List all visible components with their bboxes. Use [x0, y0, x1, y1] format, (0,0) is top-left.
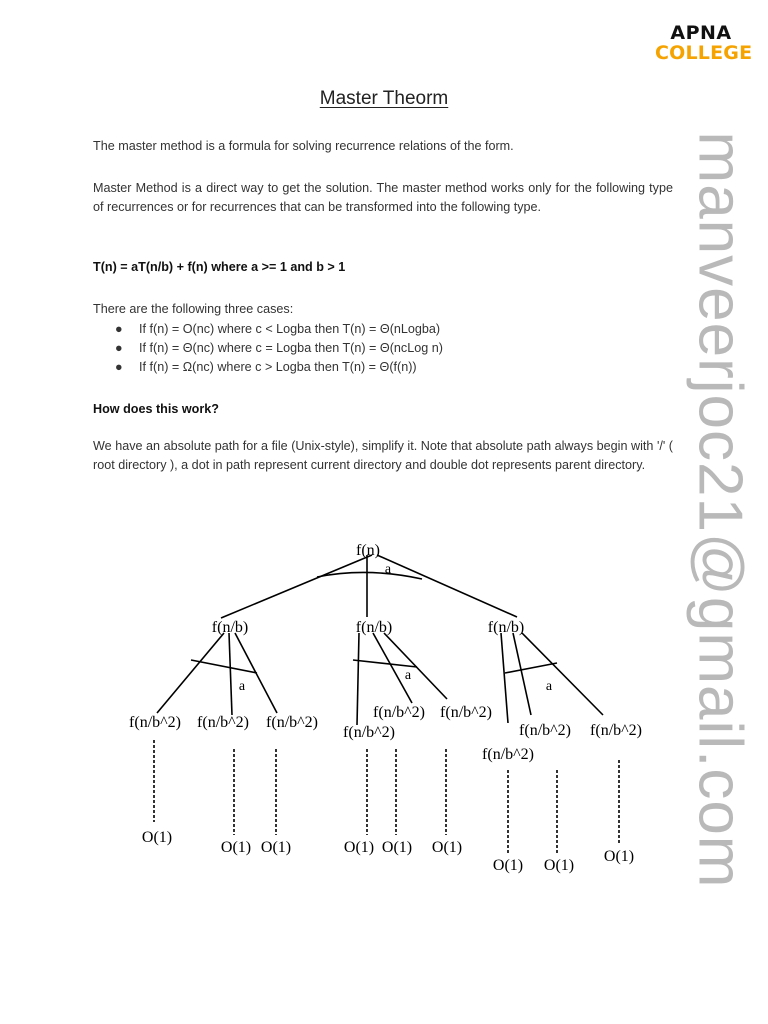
tree-level2-node: f(n/b^2) — [590, 722, 642, 739]
bullet-icon: ● — [115, 322, 123, 336]
tree-level2-node: f(n/b^2) — [373, 704, 425, 721]
intro-paragraph: The master method is a formula for solving recurrence relations of the form. — [93, 139, 514, 153]
tree-branch-label: a — [404, 668, 412, 683]
tree-level2-node: f(n/b^2) — [440, 704, 492, 721]
list-item — [93, 320, 443, 339]
logo-line-apna: APNA — [670, 22, 732, 44]
tree-leaf-node: O(1) — [603, 848, 635, 865]
tree-leaf-node: O(1) — [381, 839, 413, 856]
case-text: If f(n) = O(nc) where c < Logba then T(n) = Θ(nLogba) — [139, 322, 441, 336]
case-text: If f(n) = Ω(nc) where c > Logba then T(n) = Θ(f(n)) — [139, 360, 417, 374]
tree-leaf-node: O(1) — [492, 857, 524, 874]
tree-level1-node: f(n/b) — [487, 619, 525, 636]
email-watermark: manveerjoc21@gmail.com — [685, 131, 755, 889]
case-text: If f(n) = Θ(nc) where c = Logba then T(n) = Θ(ncLog n) — [139, 341, 443, 355]
bullet-icon: ● — [115, 341, 123, 355]
logo-line-college: COLLEGE — [655, 42, 753, 64]
tree-leaf-node: O(1) — [431, 839, 463, 856]
tree-level2-node: f(n/b^2) — [266, 714, 318, 731]
recurrence-formula: T(n) = aT(n/b) + f(n) where a >= 1 and b > 1 — [93, 260, 346, 274]
tree-branch-label: a — [545, 679, 553, 694]
tree-root-label: f(n) — [356, 542, 380, 559]
list-item — [93, 358, 443, 377]
tree-leaf-node: O(1) — [141, 829, 173, 846]
apna-college-logo — [655, 22, 753, 64]
tree-leaf-node: O(1) — [343, 839, 375, 856]
tree-leaf-node: O(1) — [220, 839, 252, 856]
tree-level2-node: f(n/b^2) — [343, 724, 395, 741]
tree-branch-label: a — [384, 562, 392, 577]
tree-dashed-edges — [154, 740, 619, 855]
bullet-icon: ● — [115, 360, 123, 374]
page-title: Master Theorm — [319, 88, 449, 109]
tree-branch-label: a — [238, 679, 246, 694]
tree-edges — [157, 555, 603, 725]
tree-level2-node: f(n/b^2) — [519, 722, 571, 739]
tree-level2-node: f(n/b^2) — [482, 746, 534, 763]
tree-level1-node: f(n/b) — [355, 619, 393, 636]
tree-level2-node: f(n/b^2) — [129, 714, 181, 731]
cases-intro: There are the following three cases: — [93, 302, 294, 316]
tree-level1-node: f(n/b) — [211, 619, 249, 636]
method-paragraph: Master Method is a direct way to get the solution. The master method works only for the following type of recurrences or for recurrences that can be transformed into the following type. — [93, 181, 673, 214]
tree-leaf-node: O(1) — [543, 857, 575, 874]
list-item — [93, 339, 443, 358]
cases-list — [93, 320, 443, 377]
how-paragraph: We have an absolute path for a file (Unix-style), simplify it. Note that absolute path always begin with '/' ( root directory ), a dot in path represent current directory and double dot represents parent directory. — [93, 439, 673, 472]
tree-leaf-node: O(1) — [260, 839, 292, 856]
how-heading: How does this work? — [93, 402, 219, 416]
recursion-tree-diagram — [95, 525, 675, 895]
tree-level2-node: f(n/b^2) — [197, 714, 249, 731]
